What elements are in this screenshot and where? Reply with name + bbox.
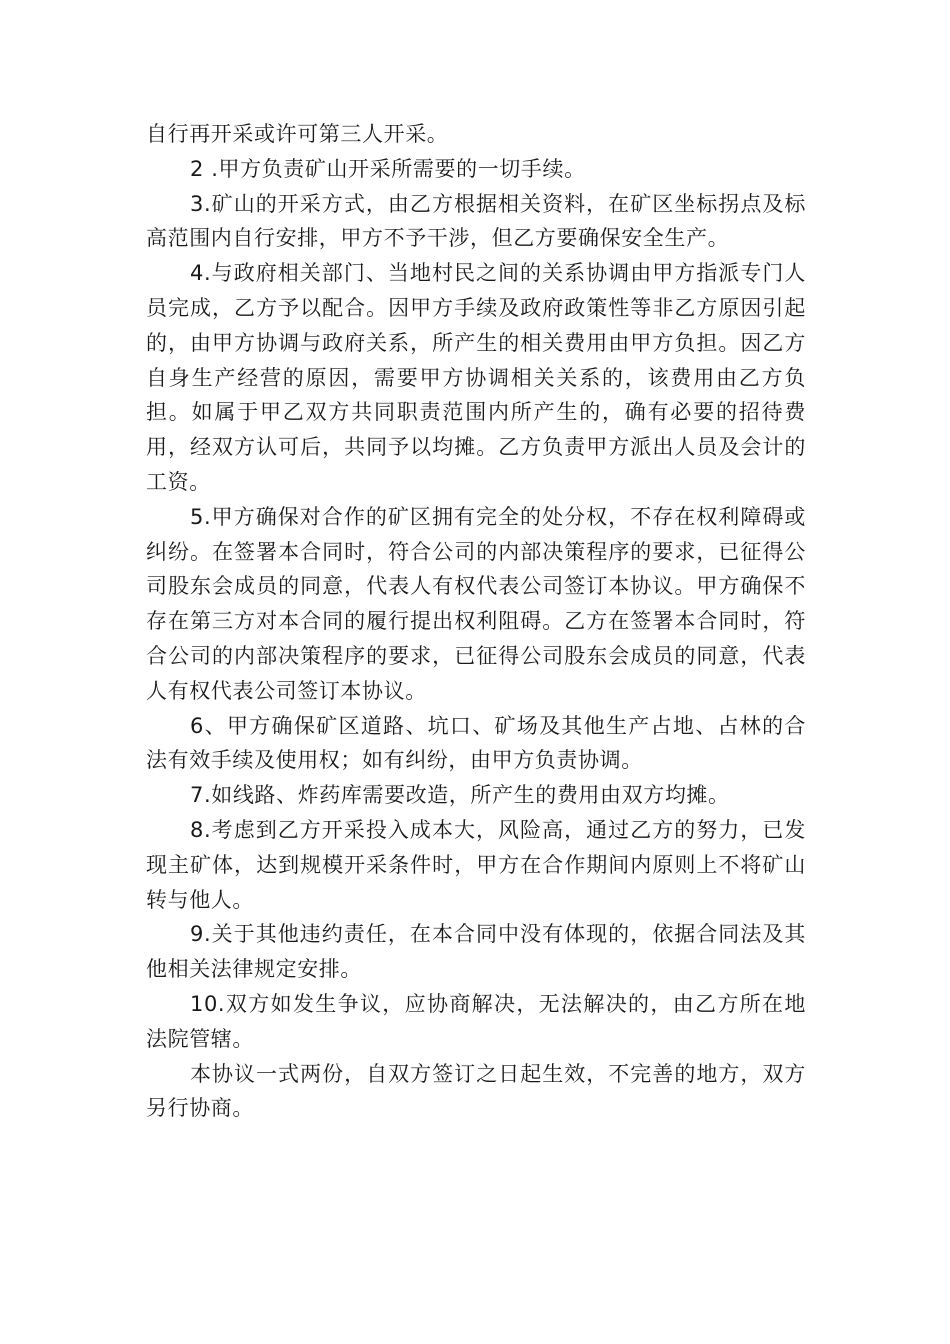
paragraph-clause-3: 3.矿山的开采方式，由乙方根据相关资料，在矿区坐标拐点及标高范围内自行安排，甲方不予干涉，但乙方要确保安全生产。 <box>146 191 806 251</box>
paragraph-clause-2: 2 .甲方负责矿山开采所需要的一切手续。 <box>190 156 586 181</box>
paragraph-closing: 本协议一式两份，自双方签订之日起生效，不完善的地方，双方另行协商。 <box>146 1061 806 1121</box>
paragraph-clause-10: 10.双方如发生争议，应协商解决，无法解决的，由乙方所在地法院管辖。 <box>146 991 806 1051</box>
paragraph-continuation: 自行再开采或许可第三人开采。 <box>146 122 449 146</box>
document-body <box>146 117 806 1126</box>
paragraph-clause-5: 5.甲方确保对合作的矿区拥有完全的处分权，不存在权利障碍或纠纷。在签署本合同时，符合公司的内部决策程序的要求，已征得公司股东会成员的同意，代表人有权代表公司签订本协议。甲方确保不存在第三方对本合同的履行提出权利阻碍。乙方在签署本合同时，符合公司的内部决策程序的要求，已征得公司股东会成员的同意，代表人有权代表公司签订本协议。 <box>146 504 806 703</box>
paragraph-clause-9: 9.关于其他违约责任，在本合同中没有体现的，依据合同法及其他相关法律规定安排。 <box>146 922 806 982</box>
paragraph-clause-8: 8.考虑到乙方开采投入成本大，风险高，通过乙方的努力，已发现主矿体，达到规模开采条件时，甲方在合作期间内原则上不将矿山转与他人。 <box>146 817 806 912</box>
paragraph-clause-6: 6、甲方确保矿区道路、坑口、矿场及其他生产占地、占林的合法有效手续及使用权；如有纠纷，由甲方负责协调。 <box>146 713 806 773</box>
paragraph-clause-7: 7.如线路、炸药库需要改造，所产生的费用由双方均摊。 <box>190 783 730 808</box>
paragraph-clause-4: 4.与政府相关部门、当地村民之间的关系协调由甲方指派专门人员完成，乙方予以配合。因甲方手续及政府政策性等非乙方原因引起的，由甲方协调与政府关系，所产生的相关费用由甲方负担。因乙方自身生产经营的原因，需要甲方协调相关关系的，该费用由乙方负担。如属于甲乙双方共同职责范围内所产生的，确有必要的招待费用，经双方认可后，共同予以均摊。乙方负责甲方派出人员及会计的工资。 <box>146 261 806 494</box>
